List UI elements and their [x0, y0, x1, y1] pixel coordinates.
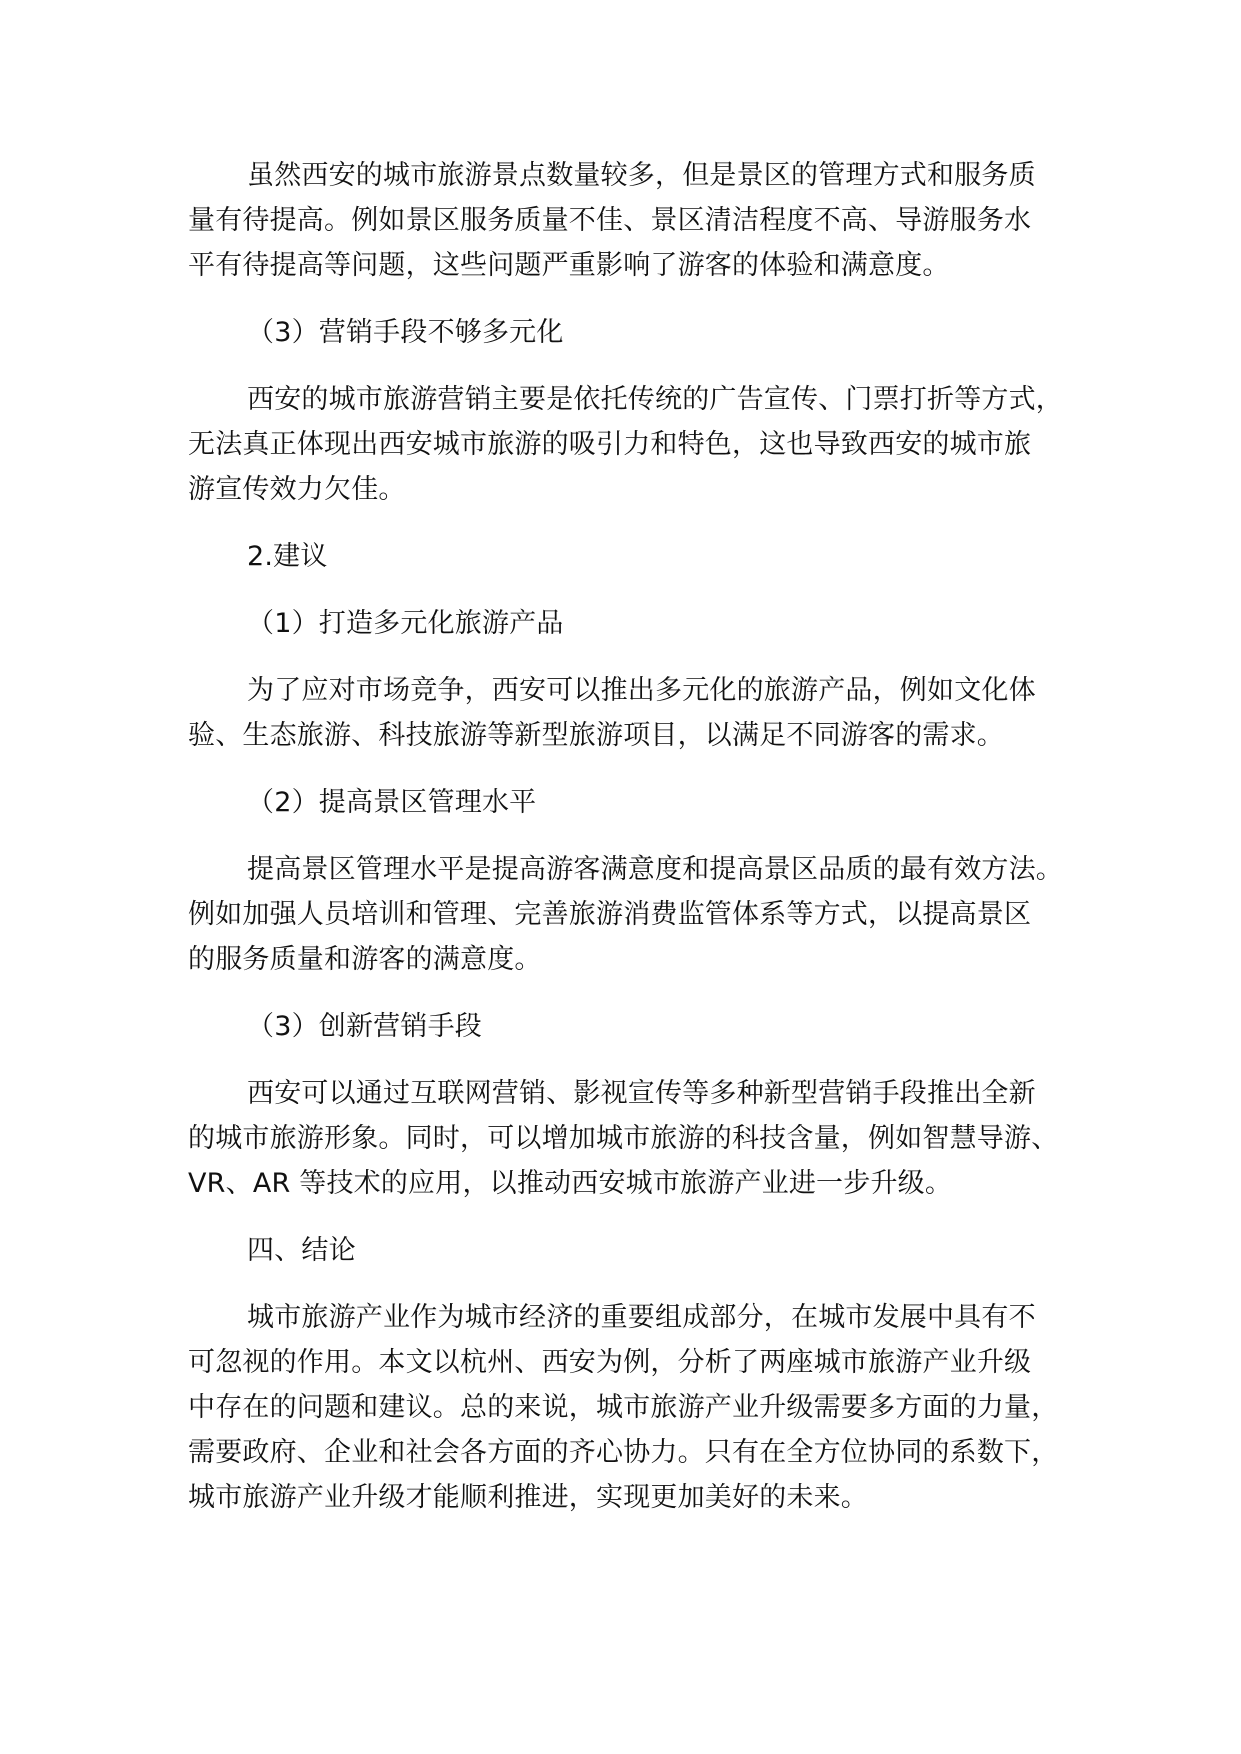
paragraph-line: 中存在的问题和建议。总的来说，城市旅游产业升级需要多方面的力量， [188, 1392, 1059, 1423]
paragraph [188, 847, 1088, 982]
paragraph-line: 提高景区管理水平是提高游客满意度和提高景区品质的最有效方法。 [247, 854, 1063, 885]
paragraph-line: 验、生态旅游、科技旅游等新型旅游项目，以满足不同游客的需求。 [188, 720, 1004, 751]
paragraph [188, 1071, 1088, 1206]
subheading-text: （2）提高景区管理水平 [247, 787, 537, 818]
subheading-text: （3）创新营销手段 [247, 1011, 482, 1042]
paragraph [188, 377, 1088, 512]
paragraph-line: 可忽视的作用。本文以杭州、西安为例，分析了两座城市旅游产业升级 [188, 1347, 1032, 1378]
subheading [188, 780, 1088, 825]
paragraph [188, 153, 1088, 288]
subheading-text: （3）营销手段不够多元化 [247, 317, 564, 348]
subheading [188, 1004, 1088, 1049]
paragraph-line: 例如加强人员培训和管理、完善旅游消费监管体系等方式，以提高景区 [188, 899, 1032, 930]
paragraph-line: 虽然西安的城市旅游景点数量较多，但是景区的管理方式和服务质 [247, 160, 1036, 191]
document-page [188, 153, 1088, 1520]
section-heading [188, 1228, 1088, 1273]
paragraph-line: 为了应对市场竞争，西安可以推出多元化的旅游产品，例如文化体 [247, 675, 1036, 706]
paragraph [188, 668, 1088, 758]
subheading [188, 310, 1088, 355]
paragraph-line: 量有待提高。例如景区服务质量不佳、景区清洁程度不高、导游服务水 [188, 205, 1032, 236]
paragraph-line: 平有待提高等问题，这些问题严重影响了游客的体验和满意度。 [188, 250, 950, 281]
paragraph-line: 需要政府、企业和社会各方面的齐心协力。只有在全方位协同的系数下， [188, 1437, 1059, 1468]
section-heading-text: 四、结论 [247, 1235, 356, 1266]
paragraph-line: VR、AR 等技术的应用，以推动西安城市旅游产业进一步升级。 [188, 1168, 953, 1199]
subheading-text: （1）打造多元化旅游产品 [247, 608, 564, 639]
paragraph-line: 西安的城市旅游营销主要是依托传统的广告宣传、门票打折等方式， [247, 384, 1063, 415]
paragraph-line: 无法真正体现出西安城市旅游的吸引力和特色，这也导致西安的城市旅 [188, 429, 1032, 460]
paragraph-line: 的服务质量和游客的满意度。 [188, 944, 542, 975]
paragraph-line: 城市旅游产业作为城市经济的重要组成部分，在城市发展中具有不 [247, 1302, 1036, 1333]
section-heading [188, 534, 1088, 579]
subheading [188, 601, 1088, 646]
paragraph-line: 西安可以通过互联网营销、影视宣传等多种新型营销手段推出全新 [247, 1078, 1036, 1109]
paragraph-line: 城市旅游产业升级才能顺利推进，实现更加美好的未来。 [188, 1482, 868, 1513]
paragraph-line: 的城市旅游形象。同时，可以增加城市旅游的科技含量，例如智慧导游、 [188, 1123, 1059, 1154]
section-heading-text: 2.建议 [247, 541, 328, 572]
paragraph-line: 游宣传效力欠佳。 [188, 474, 406, 505]
paragraph [188, 1295, 1088, 1520]
